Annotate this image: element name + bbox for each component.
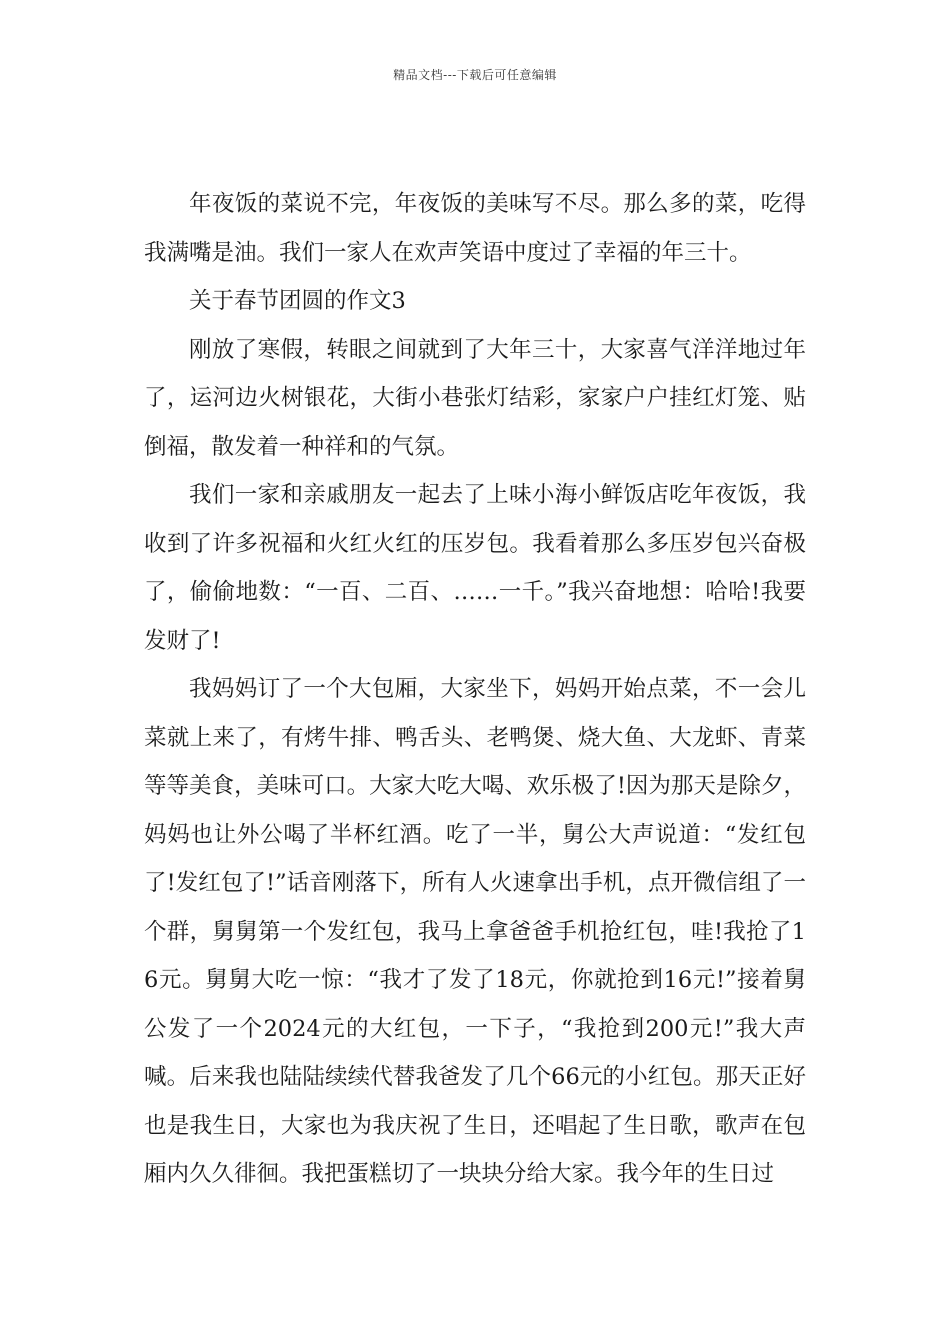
document-body: [144, 180, 806, 1199]
paragraph: 我妈妈订了一个大包厢，大家坐下，妈妈开始点菜，不一会儿菜就上来了，有烤牛排、鸭舌头、老鸭煲、烧大鱼、大龙虾、青菜等等美食，美味可口。大家大吃大喝、欢乐极了!因为那天是除夕，妈妈也让外公喝了半杯红酒。吃了一半，舅公大声说道：“发红包了!发红包了!”话音刚落下，所有人火速拿出手机，点开微信组了一个群，舅舅第一个发红包，我马上拿爸爸手机抢红包，哇!我抢了16元。舅舅大吃一惊：“我才了发了18元，你就抢到16元!”接着舅公发了一个2024元的大红包，一下子，“我抢到200元!”我大声喊。后来我也陆陆续续代替我爸发了几个66元的小红包。那天正好也是我生日，大家也为我庆祝了生日，还唱起了生日歌，歌声在包厢内久久徘徊。我把蛋糕切了一块块分给大家。我今年的生日过: [144, 676, 806, 1187]
section-title: 关于春节团圆的作文3: [189, 288, 406, 314]
paragraph: 刚放了寒假，转眼之间就到了大年三十，大家喜气洋洋地过年了，运河边火树银花，大街小巷张灯结彩，家家户户挂红灯笼、贴倒福，散发着一种祥和的气氛。: [144, 336, 806, 460]
header-note: 精品文档---下载后可任意编辑: [393, 68, 557, 82]
paragraph: 年夜饭的菜说不完，年夜饭的美味写不尽。那么多的菜，吃得我满嘴是油。我们一家人在欢声笑语中度过了幸福的年三十。: [144, 191, 806, 266]
paragraph: 我们一家和亲戚朋友一起去了上味小海小鲜饭店吃年夜饭，我收到了许多祝福和火红火红的压岁包。我看着那么多压岁包兴奋极了，偷偷地数：“一百、二百、……一千。”我兴奋地想：哈哈!我要发财了!: [144, 482, 806, 654]
